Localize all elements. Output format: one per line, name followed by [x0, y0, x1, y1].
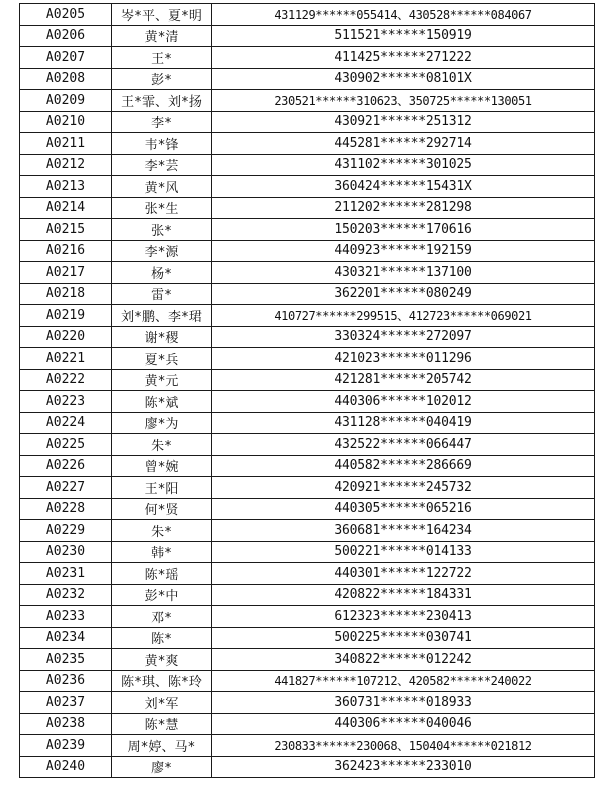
table-row — [20, 434, 595, 456]
id-number-cell: 230833******230068、150404******021812 — [212, 735, 595, 757]
record-code-cell: A0212 — [20, 154, 112, 176]
id-number-cell: 440582******286669 — [212, 455, 595, 477]
table-row — [20, 326, 595, 348]
registry-table — [19, 3, 595, 778]
record-code-cell: A0233 — [20, 606, 112, 628]
id-number-cell: 511521******150919 — [212, 25, 595, 47]
id-number-cell: 340822******012242 — [212, 649, 595, 671]
table-row — [20, 197, 595, 219]
applicant-name-cell: 陈*慧 — [112, 713, 212, 735]
id-number-cell: 431102******301025 — [212, 154, 595, 176]
applicant-name-cell: 李*芸 — [112, 154, 212, 176]
applicant-name-cell: 陈*斌 — [112, 391, 212, 413]
table-body — [20, 4, 595, 778]
record-code-cell: A0215 — [20, 219, 112, 241]
record-code-cell: A0217 — [20, 262, 112, 284]
table-row — [20, 90, 595, 112]
record-code-cell: A0220 — [20, 326, 112, 348]
applicant-name-cell: 夏*兵 — [112, 348, 212, 370]
record-code-cell: A0237 — [20, 692, 112, 714]
table-row — [20, 176, 595, 198]
table-row — [20, 412, 595, 434]
id-number-cell: 421281******205742 — [212, 369, 595, 391]
applicant-name-cell: 雷* — [112, 283, 212, 305]
table-row — [20, 649, 595, 671]
table-row — [20, 520, 595, 542]
applicant-name-cell: 何*贤 — [112, 498, 212, 520]
id-number-cell: 330324******272097 — [212, 326, 595, 348]
record-code-cell: A0240 — [20, 756, 112, 778]
applicant-name-cell: 邓* — [112, 606, 212, 628]
table-row — [20, 68, 595, 90]
record-code-cell: A0208 — [20, 68, 112, 90]
id-number-cell: 150203******170616 — [212, 219, 595, 241]
applicant-name-cell: 韦*锋 — [112, 133, 212, 155]
table-row — [20, 4, 595, 26]
id-number-cell: 440301******122722 — [212, 563, 595, 585]
record-code-cell: A0209 — [20, 90, 112, 112]
table-row — [20, 283, 595, 305]
id-number-cell: 420822******184331 — [212, 584, 595, 606]
id-number-cell: 430921******251312 — [212, 111, 595, 133]
id-number-cell: 445281******292714 — [212, 133, 595, 155]
applicant-name-cell: 王* — [112, 47, 212, 69]
applicant-name-cell: 黄*清 — [112, 25, 212, 47]
id-number-cell: 410727******299515、412723******069021 — [212, 305, 595, 327]
applicant-name-cell: 张*生 — [112, 197, 212, 219]
applicant-name-cell: 黄*爽 — [112, 649, 212, 671]
applicant-name-cell: 陈*瑶 — [112, 563, 212, 585]
id-number-cell: 440306******040046 — [212, 713, 595, 735]
record-code-cell: A0226 — [20, 455, 112, 477]
id-number-cell: 362423******233010 — [212, 756, 595, 778]
record-code-cell: A0205 — [20, 4, 112, 26]
id-number-cell: 360424******15431X — [212, 176, 595, 198]
record-code-cell: A0228 — [20, 498, 112, 520]
record-code-cell: A0211 — [20, 133, 112, 155]
record-code-cell: A0239 — [20, 735, 112, 757]
record-code-cell: A0229 — [20, 520, 112, 542]
table-row — [20, 477, 595, 499]
applicant-name-cell: 陈*琪、陈*玲 — [112, 670, 212, 692]
id-number-cell: 431128******040419 — [212, 412, 595, 434]
applicant-name-cell: 杨* — [112, 262, 212, 284]
id-number-cell: 431129******055414、430528******084067 — [212, 4, 595, 26]
id-number-cell: 432522******066447 — [212, 434, 595, 456]
table-row — [20, 584, 595, 606]
table-row — [20, 47, 595, 69]
applicant-name-cell: 李*源 — [112, 240, 212, 262]
applicant-name-cell: 周*婷、马* — [112, 735, 212, 757]
applicant-name-cell: 廖* — [112, 756, 212, 778]
record-code-cell: A0227 — [20, 477, 112, 499]
id-number-cell: 441827******107212、420582******240022 — [212, 670, 595, 692]
record-code-cell: A0206 — [20, 25, 112, 47]
id-number-cell: 430902******08101X — [212, 68, 595, 90]
applicant-name-cell: 谢*稷 — [112, 326, 212, 348]
record-code-cell: A0219 — [20, 305, 112, 327]
id-number-cell: 411425******271222 — [212, 47, 595, 69]
table-row — [20, 541, 595, 563]
table-row — [20, 756, 595, 778]
record-code-cell: A0230 — [20, 541, 112, 563]
applicant-name-cell: 岑*平、夏*明 — [112, 4, 212, 26]
id-number-cell: 230521******310623、350725******130051 — [212, 90, 595, 112]
record-code-cell: A0221 — [20, 348, 112, 370]
applicant-name-cell: 韩* — [112, 541, 212, 563]
table-row — [20, 240, 595, 262]
record-code-cell: A0210 — [20, 111, 112, 133]
table-row — [20, 219, 595, 241]
record-code-cell: A0207 — [20, 47, 112, 69]
id-number-cell: 360681******164234 — [212, 520, 595, 542]
id-number-cell: 440305******065216 — [212, 498, 595, 520]
record-code-cell: A0218 — [20, 283, 112, 305]
id-number-cell: 612323******230413 — [212, 606, 595, 628]
applicant-name-cell: 刘*鹏、李*珺 — [112, 305, 212, 327]
record-code-cell: A0224 — [20, 412, 112, 434]
table-row — [20, 670, 595, 692]
record-code-cell: A0235 — [20, 649, 112, 671]
table-row — [20, 713, 595, 735]
table-row — [20, 391, 595, 413]
record-code-cell: A0222 — [20, 369, 112, 391]
id-number-cell: 362201******080249 — [212, 283, 595, 305]
id-number-cell: 430321******137100 — [212, 262, 595, 284]
table-row — [20, 455, 595, 477]
applicant-name-cell: 朱* — [112, 434, 212, 456]
table-row — [20, 111, 595, 133]
applicant-name-cell: 彭*中 — [112, 584, 212, 606]
table-row — [20, 305, 595, 327]
record-code-cell: A0225 — [20, 434, 112, 456]
applicant-name-cell: 廖*为 — [112, 412, 212, 434]
id-number-cell: 440306******102012 — [212, 391, 595, 413]
record-code-cell: A0214 — [20, 197, 112, 219]
id-number-cell: 500221******014133 — [212, 541, 595, 563]
applicant-name-cell: 朱* — [112, 520, 212, 542]
table-row — [20, 606, 595, 628]
record-code-cell: A0236 — [20, 670, 112, 692]
table-row — [20, 735, 595, 757]
table-row — [20, 133, 595, 155]
applicant-name-cell: 黄*风 — [112, 176, 212, 198]
table-row — [20, 262, 595, 284]
table-row — [20, 692, 595, 714]
record-code-cell: A0232 — [20, 584, 112, 606]
table-row — [20, 498, 595, 520]
id-number-cell: 440923******192159 — [212, 240, 595, 262]
record-code-cell: A0238 — [20, 713, 112, 735]
id-number-cell: 421023******011296 — [212, 348, 595, 370]
id-number-cell: 211202******281298 — [212, 197, 595, 219]
id-number-cell: 360731******018933 — [212, 692, 595, 714]
applicant-name-cell: 彭* — [112, 68, 212, 90]
applicant-name-cell: 李* — [112, 111, 212, 133]
applicant-name-cell: 张* — [112, 219, 212, 241]
document-page — [19, 3, 591, 791]
id-number-cell: 500225******030741 — [212, 627, 595, 649]
record-code-cell: A0223 — [20, 391, 112, 413]
applicant-name-cell: 王*阳 — [112, 477, 212, 499]
applicant-name-cell: 陈* — [112, 627, 212, 649]
record-code-cell: A0213 — [20, 176, 112, 198]
table-row — [20, 348, 595, 370]
applicant-name-cell: 曾*婉 — [112, 455, 212, 477]
applicant-name-cell: 黄*元 — [112, 369, 212, 391]
table-row — [20, 627, 595, 649]
table-row — [20, 563, 595, 585]
table-row — [20, 369, 595, 391]
record-code-cell: A0216 — [20, 240, 112, 262]
id-number-cell: 420921******245732 — [212, 477, 595, 499]
record-code-cell: A0234 — [20, 627, 112, 649]
record-code-cell: A0231 — [20, 563, 112, 585]
applicant-name-cell: 王*霏、刘*扬 — [112, 90, 212, 112]
table-row — [20, 25, 595, 47]
table-row — [20, 154, 595, 176]
applicant-name-cell: 刘*军 — [112, 692, 212, 714]
